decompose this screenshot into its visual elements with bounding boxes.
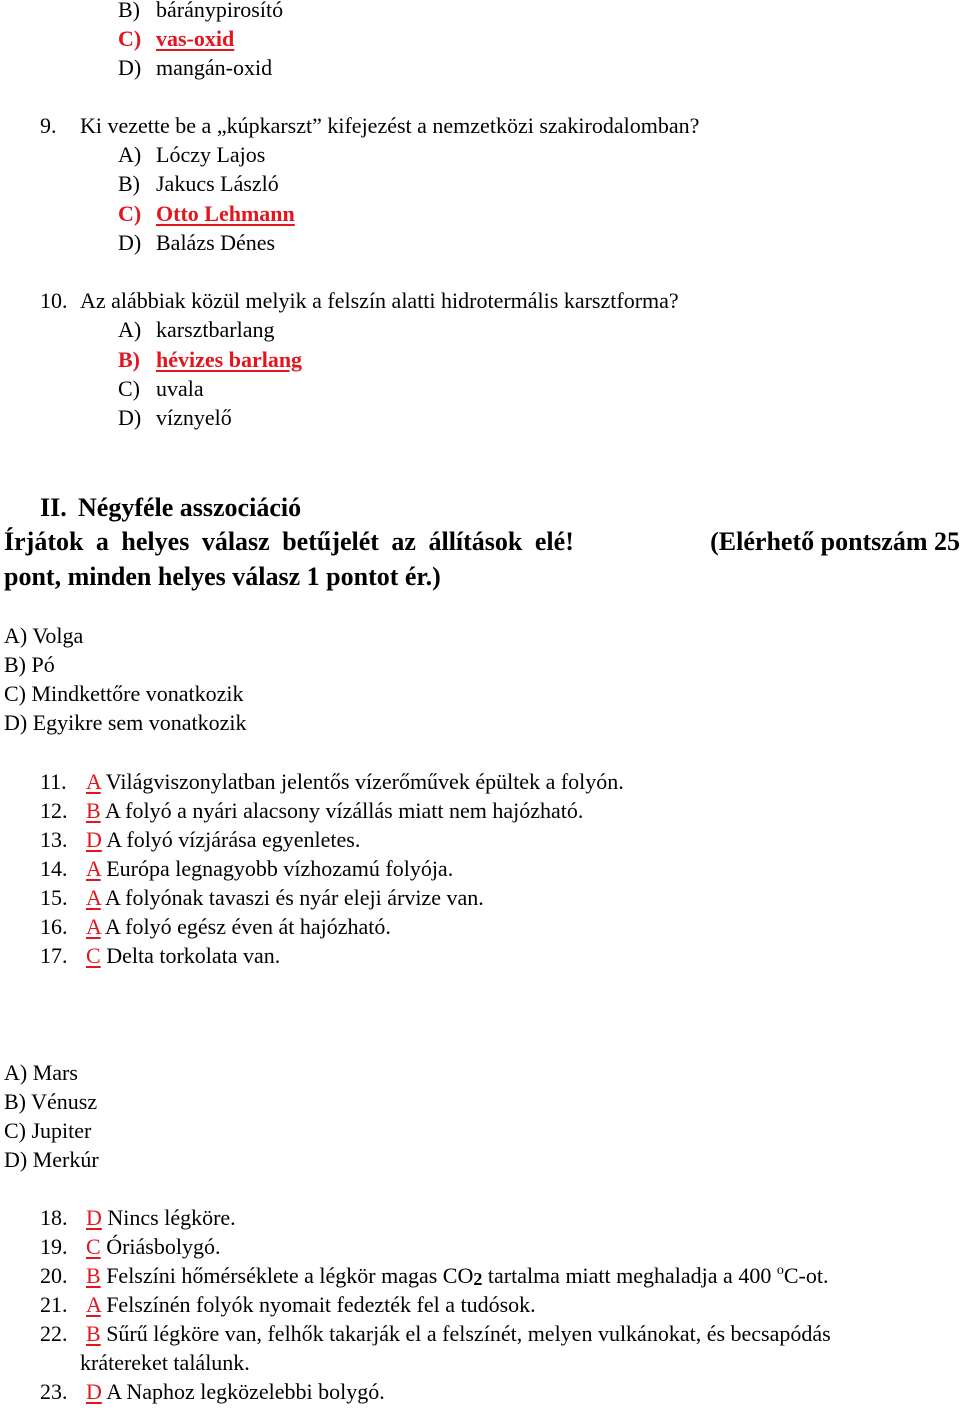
answer-16: A bbox=[86, 914, 101, 939]
group1-option-c: C) Mindkettőre vonatkozik bbox=[4, 681, 244, 706]
item-21: 21. A Felszínén folyók nyomait fedezték fel a tudósok. bbox=[40, 1292, 536, 1317]
group1-option-d: D) Egyikre sem vonatkozik bbox=[4, 710, 247, 735]
item-18: 18. D Nincs légköre. bbox=[40, 1205, 236, 1230]
answer-18: D bbox=[86, 1205, 102, 1230]
answer-23: D bbox=[86, 1379, 102, 1404]
section-heading: II. Négyféle asszociáció bbox=[40, 493, 302, 522]
item-13: 13. D A folyó vízjárása egyenletes. bbox=[40, 827, 361, 852]
answer-20: B bbox=[86, 1263, 101, 1288]
group1-option-b: B) Pó bbox=[4, 652, 55, 677]
group1-option-a: A) Volga bbox=[4, 623, 84, 648]
item-11: 11. A Világviszonylatban jelentős vízerőművek épültek a folyón. bbox=[40, 769, 624, 794]
q10-option-d: D) víznyelő bbox=[118, 405, 232, 430]
answer-22: B bbox=[86, 1321, 101, 1346]
group2-option-b: B) Vénusz bbox=[4, 1089, 98, 1114]
item-20: 20. B Felszíni hőmérséklete a légkör magas CO2 tartalma miatt meghaladja a 400 $^o$C-ot. bbox=[40, 1263, 829, 1289]
q8-option-c-correct: C) vas-oxid bbox=[118, 26, 235, 51]
q10-option-c: C) uvala bbox=[118, 376, 204, 401]
q10-option-b-correct: B) hévizes barlang bbox=[118, 347, 303, 372]
section-instruction-line1: Írjátok a helyes válasz betűjelét az állítások elé! (Elérhető pontszám 25 bbox=[4, 527, 960, 556]
q9-option-a: A) Lóczy Lajos bbox=[118, 142, 266, 167]
item-19: 19. C Óriásbolygó. bbox=[40, 1234, 221, 1259]
group2-option-d: D) Merkúr bbox=[4, 1147, 99, 1172]
q9-option-b: B) Jakucs László bbox=[118, 171, 279, 196]
item-12: 12. B A folyó a nyári alacsony vízállás miatt nem hajózható. bbox=[40, 798, 584, 823]
item-17: 17. C Delta torkolata van. bbox=[40, 943, 281, 968]
item-16: 16. A A folyó egész éven át hajózható. bbox=[40, 914, 391, 939]
item-14: 14. A Európa legnagyobb vízhozamú folyója. bbox=[40, 856, 454, 881]
group2-option-c: C) Jupiter bbox=[4, 1118, 92, 1143]
item-22-continuation: krátereket találunk. bbox=[80, 1350, 250, 1375]
answer-19: C bbox=[86, 1234, 101, 1259]
answer-11: A bbox=[86, 769, 101, 794]
q10-option-a: A) karsztbarlang bbox=[118, 317, 275, 342]
q8-option-d: D) mangán-oxid bbox=[118, 55, 273, 80]
group2-option-a: A) Mars bbox=[4, 1060, 78, 1085]
answer-17: C bbox=[86, 943, 101, 968]
q9-question: 9. Ki vezette be a „kúpkarszt” kifejezést a nemzetközi szakirodalomban? bbox=[40, 113, 700, 138]
q8-option-b: B) báránypirosító bbox=[118, 0, 284, 22]
answer-14: A bbox=[86, 856, 101, 881]
item-23: 23. D A Naphoz legközelebbi bolygó. bbox=[40, 1379, 385, 1404]
answer-13: D bbox=[86, 827, 102, 852]
answer-12: B bbox=[86, 798, 101, 823]
q9-option-d: D) Balázs Dénes bbox=[118, 230, 276, 255]
q10-question: 10. Az alábbiak közül melyik a felszín alatti hidrotermális karsztforma? bbox=[40, 288, 679, 313]
answer-21: A bbox=[86, 1292, 101, 1317]
item-22: 22. B Sűrű légköre van, felhők takarják el a felszínét, melyen vulkánokat, és becsapódás bbox=[40, 1321, 831, 1346]
q9-option-c-correct: C) Otto Lehmann bbox=[118, 201, 295, 226]
answer-15: A bbox=[86, 885, 101, 910]
item-15: 15. A A folyónak tavaszi és nyár eleji árvize van. bbox=[40, 885, 484, 910]
section-instruction-line2: pont, minden helyes válasz 1 pontot ér.) bbox=[4, 562, 441, 591]
